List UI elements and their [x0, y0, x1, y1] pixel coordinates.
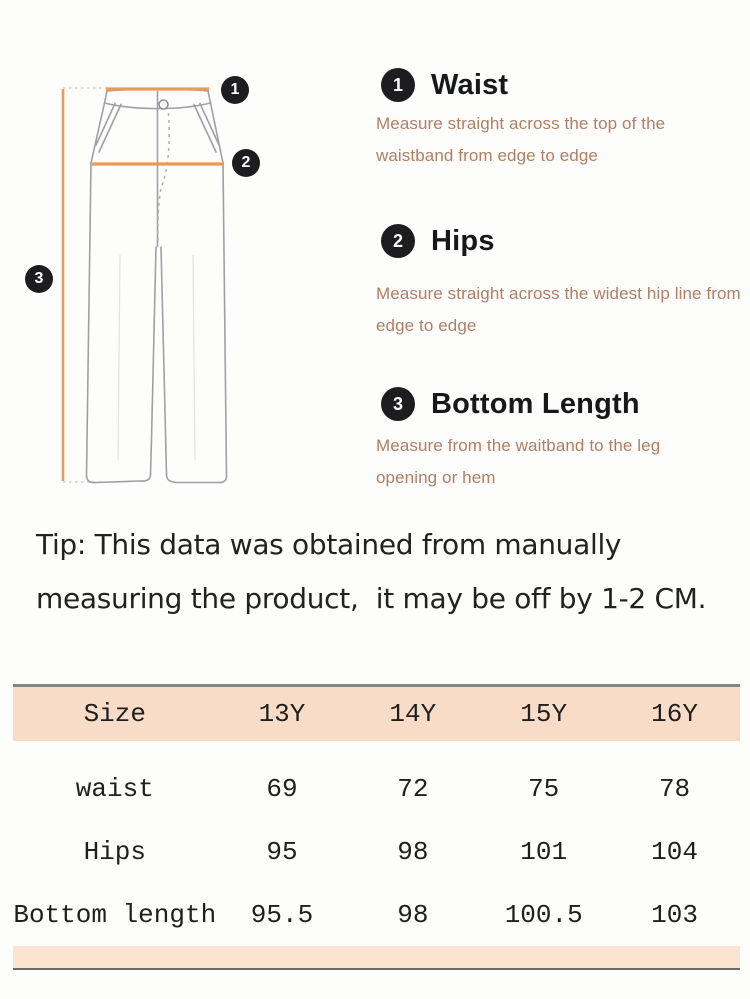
description-line: Measure straight across the widest hip line from	[376, 284, 741, 303]
tip-note	[36, 518, 742, 626]
description-line: opening or hem	[376, 468, 496, 487]
table-cell: 72	[397, 773, 429, 804]
description-line: edge to edge	[376, 316, 477, 335]
step-hips-heading	[376, 224, 495, 258]
tip-line-1: Tip: This data was obtained from manually	[36, 528, 622, 561]
table-cell: 103	[651, 899, 698, 930]
table-cell: 104	[651, 836, 698, 867]
table-footer-band	[13, 946, 740, 968]
fly-stitch-dashed-line	[158, 113, 169, 243]
table-cell: 69	[266, 773, 298, 804]
size-chart-table	[13, 684, 740, 970]
table-row-hips	[13, 820, 740, 883]
step-1-description	[376, 108, 665, 172]
header-cell-15y: 15Y	[520, 699, 568, 729]
table-cell: 98	[397, 836, 429, 867]
header-cell-14y: 14Y	[389, 699, 437, 729]
table-cell: 95	[266, 836, 298, 867]
step-2-badge: 2	[381, 224, 415, 258]
header-cell-13y: 13Y	[258, 699, 306, 729]
header-cell-16y: 16Y	[651, 699, 698, 729]
step-1-badge: 1	[381, 68, 415, 102]
row-label: Bottom length	[13, 899, 217, 930]
header-cell-size: Size	[83, 699, 146, 729]
table-cell: 101	[520, 836, 568, 867]
description-line: waistband from edge to edge	[376, 146, 598, 165]
step-2-description	[376, 278, 741, 342]
description-line: Measure from the waitband to the leg	[376, 436, 661, 455]
diagram-marker-3: 3	[25, 265, 53, 293]
table-body	[13, 741, 740, 946]
measurement-instructions	[376, 0, 750, 510]
table-cell: 100.5	[504, 899, 583, 930]
pants-outline	[87, 89, 227, 482]
leg-crease-lines	[118, 255, 195, 460]
step-3-description	[376, 430, 660, 494]
table-bottom-border	[13, 968, 740, 970]
table-cell: 95.5	[250, 899, 314, 930]
table-cell: 75	[528, 773, 560, 804]
tip-line-2: measuring the product, it may be off by 1-2 CM.	[36, 582, 707, 615]
waist-button-icon	[159, 100, 168, 109]
table-cell: 98	[397, 899, 429, 930]
diagram-marker-2: 2	[232, 149, 260, 177]
step-waist-heading	[376, 68, 508, 102]
diagram-marker-1: 1	[221, 76, 249, 104]
step-1-title: Waist	[431, 69, 509, 101]
table-header-row	[13, 687, 740, 741]
step-2-title: Hips	[431, 225, 495, 257]
row-label: waist	[75, 773, 154, 804]
step-bottom-length-heading	[376, 387, 640, 421]
pants-diagram	[0, 0, 280, 510]
step-3-title: Bottom Length	[431, 388, 640, 420]
step-3-badge: 3	[381, 387, 415, 421]
description-line: Measure straight across the top of the	[376, 114, 666, 133]
table-row-waist	[13, 757, 740, 820]
table-row-bottom-length	[13, 883, 740, 946]
table-cell: 78	[658, 773, 691, 804]
row-label: Hips	[83, 836, 146, 867]
